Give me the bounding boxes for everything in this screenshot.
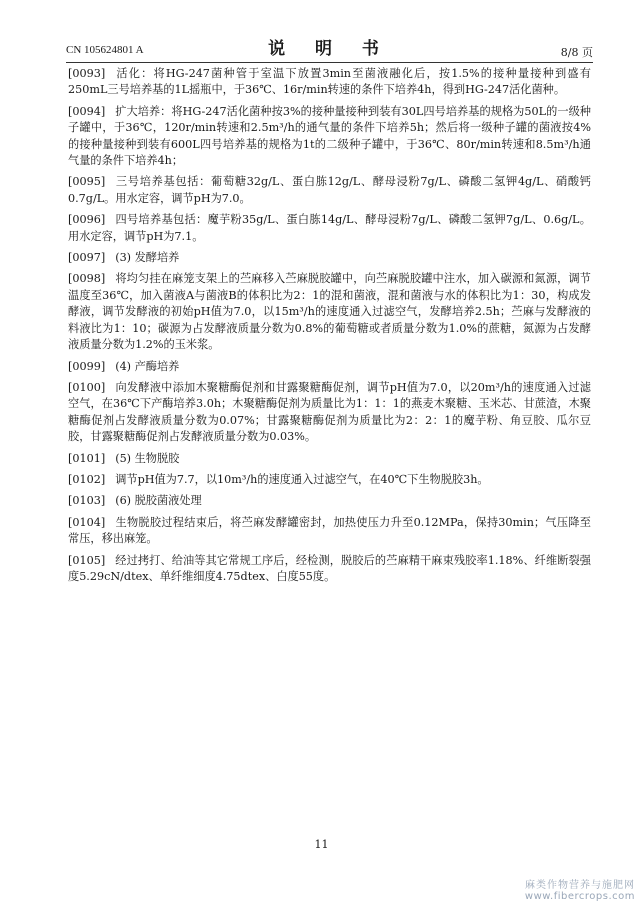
paragraph-text: 调节pH值为7.7，以10m³/h的速度通入过滤空气，在40℃下生物脱胶3h。 <box>115 472 489 486</box>
paragraph <box>68 66 591 99</box>
paragraph-number: [0098] <box>68 272 106 286</box>
paragraph-text: (5) 生物脱胶 <box>115 451 180 465</box>
paragraph <box>68 451 591 467</box>
paragraph-number: [0103] <box>68 494 106 508</box>
patent-number: CN 105624801 A <box>66 44 144 56</box>
paragraph-number: [0099] <box>68 359 106 373</box>
paragraph <box>68 250 591 266</box>
paragraph-number: [0104] <box>68 515 106 529</box>
page-number: 11 <box>314 838 329 851</box>
paragraph-number: [0101] <box>68 451 106 465</box>
paragraph <box>68 271 591 353</box>
paragraph <box>68 174 591 207</box>
paragraph-text: 三号培养基包括：葡萄糖32g/L、蛋白胨12g/L、酵母浸粉7g/L、磷酸二氢钾4g/L、硝酸钙0.7g/L。用水定容，调节pH为7.0。 <box>68 175 591 205</box>
paragraph-number: [0093] <box>68 67 106 80</box>
paragraph-text: 经过拷打、给油等其它常规工序后，经检测，脱胶后的苎麻精干麻束残胶率1.18%、纤维断裂强度5.29cN/dtex、单纤维细度4.75dtex、白度55度。 <box>68 553 591 583</box>
paragraph-number: [0100] <box>68 380 106 394</box>
document-title: 说 明 书 <box>268 39 391 59</box>
paragraph-number: [0095] <box>68 175 106 189</box>
paragraph-number: [0096] <box>68 213 106 227</box>
header-divider <box>66 62 593 63</box>
paragraph-text: 活化：将HG-247菌种管于室温下放置3min至菌液融化后，按1.5%的接种量接种到盛有250mL三号培养基的1L摇瓶中，于36℃、16r/min转速的条件下培养4h，得到HG-247活化菌种。 <box>68 67 591 97</box>
paragraph <box>68 212 591 245</box>
page-indicator: 8/8 页 <box>560 46 593 59</box>
watermark-text: 麻类作物营养与施肥网 <box>525 880 635 891</box>
watermark-url: www.fibercrops.com <box>524 891 635 902</box>
paragraph <box>68 380 591 446</box>
paragraph-number: [0105] <box>68 553 106 567</box>
watermark <box>495 876 635 902</box>
paragraph <box>68 359 591 375</box>
paragraph-text: 将均匀挂在麻笼支架上的苎麻移入苎麻脱胶罐中，向苎麻脱胶罐中注水，加入碳源和氮源，调节温度至36℃，加入菌液A与菌液B的体积比为2：1的混和菌液，混和菌液与水的体积比为1：30，构成发酵液，调节发酵液的初始pH值为7.0，以15m³/h的速度通入过滤空气，发酵培养2.5h；苎麻与发酵液的料液比为1：10；碳源为占发酵液质量分数为0.8%的葡萄糖或者质量分数为1.0%的蔗糖，氮源为占发酵液质量分数为1.2%的玉米浆。 <box>68 272 591 352</box>
document-body <box>68 66 591 590</box>
paragraph-text: 扩大培养：将HG-247活化菌种按3%的接种量接种到装有30L四号培养基的规格为50L的一级种子罐中，于36℃，120r/min转速和2.5m³/h的通气量的条件下培养5h；然后将一级种子罐的菌液按4%的接种量接种到装有600L四号培养基的规格为1t的二级种子罐中，于36℃、80r/min转速和8.5m³/h通气量的条件下培养4h； <box>68 104 591 168</box>
paragraph-text: (4) 产酶培养 <box>115 359 180 373</box>
paragraph-number: [0094] <box>68 104 106 118</box>
paragraph-text: (3) 发酵培养 <box>115 251 180 265</box>
paragraph <box>68 515 591 548</box>
paragraph-text: (6) 脱胶菌液处理 <box>115 494 202 508</box>
paragraph-number: [0097] <box>68 251 106 265</box>
paragraph <box>68 472 591 488</box>
paragraph-text: 向发酵液中添加木聚糖酶促剂和甘露聚糖酶促剂，调节pH值为7.0，以20m³/h的速度通入过滤空气，在36℃下产酶培养3.0h；木聚糖酶促剂为质量比为1：1：1的燕麦木聚糖、玉米芯、甘蔗渣，木聚糖酶促剂占发酵液质量分数为0.07%；甘露聚糖酶促剂为质量比为2：2：1的魔芋粉、角豆胶、瓜尔豆胶，甘露聚糖酶促剂占发酵液质量分数为0.03%。 <box>68 380 591 444</box>
paragraph <box>68 553 591 586</box>
page-header <box>66 34 593 60</box>
paragraph-text: 生物脱胶过程结束后，将苎麻发酵罐密封，加热使压力升至0.12MPa，保持30min；气压降至常压，移出麻笼。 <box>68 515 591 546</box>
paragraph-text: 四号培养基包括：魔芋粉35g/L、蛋白胨14g/L、酵母浸粉7g/L、磷酸二氢钾7g/L、0.6g/L。用水定容，调节pH为7.1。 <box>68 213 591 243</box>
paragraph-number: [0102] <box>68 472 106 486</box>
paragraph <box>68 493 591 509</box>
paragraph <box>68 104 591 170</box>
